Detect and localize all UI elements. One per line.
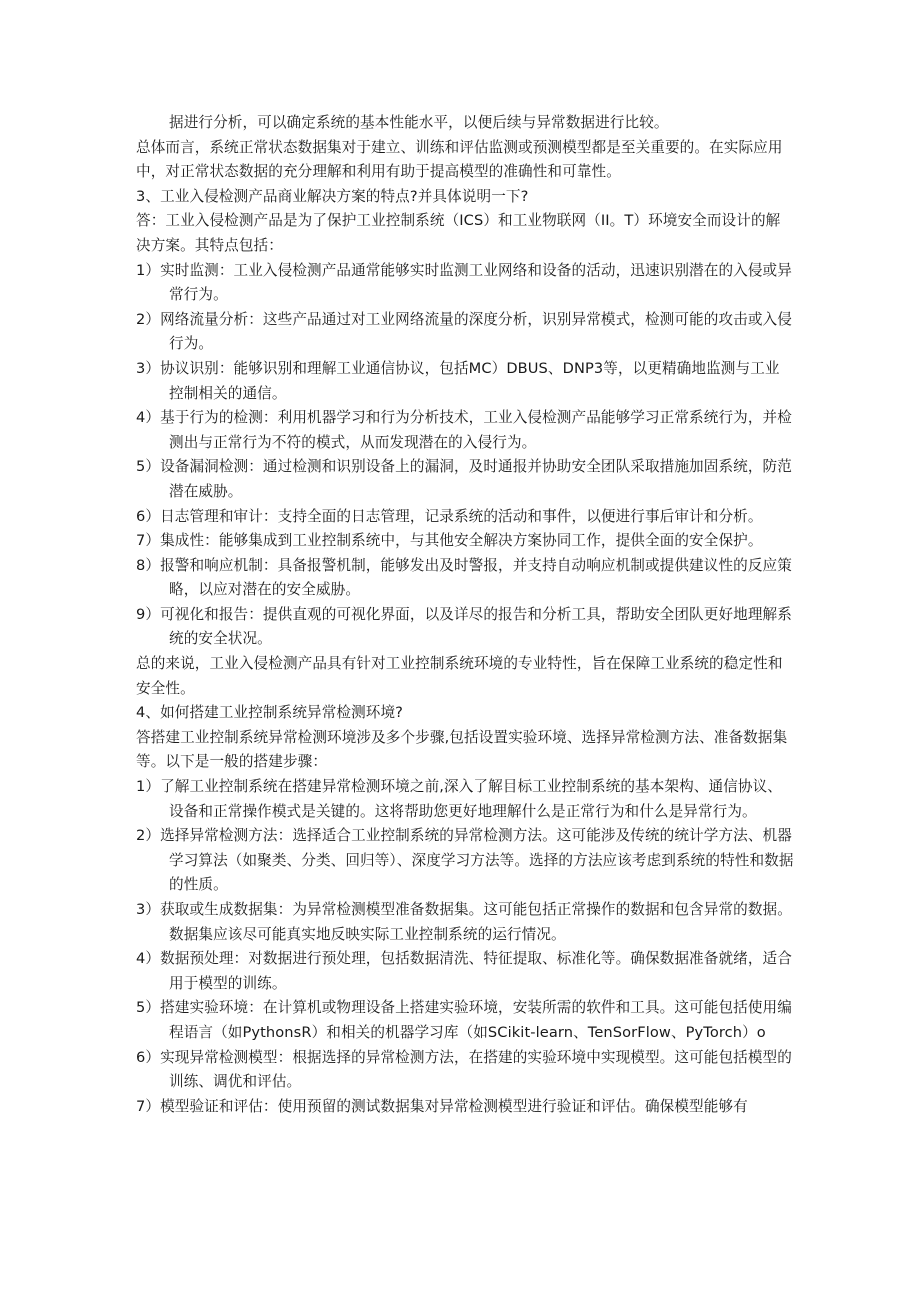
- paragraph-continuation: 据进行分析，可以确定系统的基本性能水平，以便后续与异常数据进行比较。: [169, 114, 669, 131]
- question-heading-3: 3、工业入侵检测产品商业解决方案的特点?并具体说明一下?: [136, 187, 529, 205]
- list-item: 5）设备漏洞检测：通过检测和识别设备上的漏洞，及时通报并协助安全团队采取措施加固系统，防范潜在威胁。: [136, 458, 792, 500]
- question-heading-4: 4、如何搭建工业控制系统异常检测环境?: [136, 704, 404, 722]
- list-item: 9）可视化和报告：提供直观的可视化界面，以及详尽的报告和分析工具，帮助安全团队更好地理解系统的安全状况。: [136, 605, 792, 648]
- answer-intro-4: 答搭建工业控制系统异常检测环境涉及多个步骤,包括设置实验环境、选择异常检测方法、准备数据集等。以下是一般的搭建步骤：: [136, 728, 788, 771]
- list-item: 5）搭建实验环境：在计算机或物理设备上搭建实验环境，安装所需的软件和工具。这可能包括使用编程语言（如PythonsR）和相关的机器学习库（如SCikit-learn、TenSorFlow、PyTorch）o: [136, 999, 792, 1041]
- list-item: 4）基于行为的检测：利用机器学习和行为分析技术，工业入侵检测产品能够学习正常系统行为，并检测出与正常行为不符的模式，从而发现潜在的入侵行为。: [136, 409, 792, 451]
- list-item: 2）网络流量分析：这些产品通过对工业网络流量的深度分析，识别异常模式，检测可能的攻击或入侵行为。: [136, 310, 792, 353]
- list-item: 6）日志管理和审计：支持全面的日志管理，记录系统的活动和事件，以便进行事后审计和分析。: [136, 507, 763, 525]
- paragraph-conclusion-3: 总的来说，工业入侵检测产品具有针对工业控制系统环境的专业特性，旨在保障工业系统的稳定性和安全性。: [136, 655, 783, 697]
- list-item: 2）选择异常检测方法：选择适合工业控制系统的异常检测方法。这可能涉及传统的统计学方法、机器学习算法（如聚类、分类、回归等）、深度学习方法等。选择的方法应该考虑到系统的特性和数据的性质。: [136, 827, 794, 894]
- answer-intro-3: 答：工业入侵检测产品是为了保护工业控制系统（ICS）和工业物联网（II。T）环境安全而设计的解决方案。其特点包括：: [136, 212, 781, 254]
- list-item: 6）实现异常检测模型：根据选择的异常检测方法，在搭建的实验环境中实现模型。这可能包括模型的训练、调优和评估。: [136, 1048, 792, 1091]
- list-item: 3）协议识别：能够识别和理解工业通信协议，包括MC）DBUS、DNP3等，以更精确地监测与工业控制相关的通信。: [136, 359, 780, 402]
- list-item: 4）数据预处理：对数据进行预处理，包括数据清洗、特征提取、标准化等。确保数据准备就绪，适合用于模型的训练。: [136, 950, 792, 992]
- list-item: 1）了解工业控制系统在搭建异常检测环境之前,深入了解目标工业控制系统的基本架构、通信协议、设备和正常操作模式是关键的。这将帮助您更好地理解什么是正常行为和什么是异常行为。: [136, 778, 782, 820]
- list-item: 3）获取或生成数据集：为异常检测模型准备数据集。这可能包括正常操作的数据和包含异常的数据。数据集应该尽可能真实地反映实际工业控制系统的运行情况。: [136, 901, 792, 943]
- list-item: 1）实时监测：工业入侵检测产品通常能够实时监测工业网络和设备的活动，迅速识别潜在的入侵或异常行为。: [136, 261, 792, 304]
- list-item: 7）模型验证和评估：使用预留的测试数据集对异常检测模型进行验证和评估。确保模型能够有: [136, 1097, 748, 1115]
- document-body: [136, 111, 794, 1119]
- list-item: 8）报警和响应机制：具备报警机制，能够发出及时警报，并支持自动响应机制或提供建议性的反应策略，以应对潜在的安全威胁。: [136, 556, 792, 599]
- paragraph-summary: 总体而言，系统正常状态数据集对于建立、训练和评估监测或预测模型都是至关重要的。在实际应用中，对正常状态数据的充分理解和利用有助于提高模型的准确性和可靠性。: [136, 138, 783, 181]
- list-item: 7）集成性：能够集成到工业控制系统中，与其他安全解决方案协同工作，提供全面的安全保护。: [136, 532, 763, 550]
